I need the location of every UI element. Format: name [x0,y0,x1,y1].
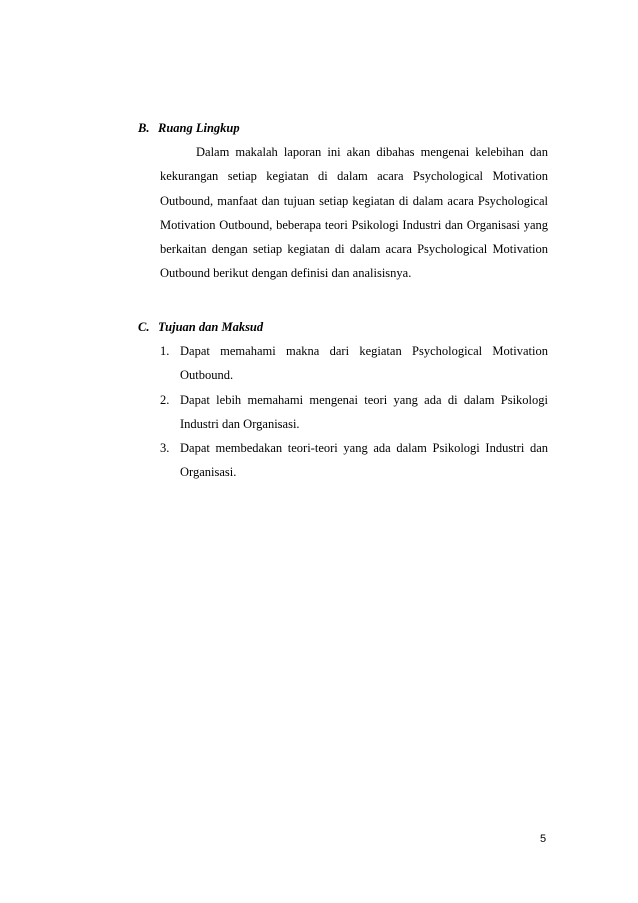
section-c-heading [138,320,263,335]
list-item-text: Dapat membedakan teori-teori yang ada dalam Psikologi Industri dan Organisasi. [180,441,548,480]
list-item [160,388,548,437]
section-b-letter: B. [138,121,150,135]
list-item-text: Dapat lebih memahami mengenai teori yang ada di dalam Psikologi Industri dan Organisasi. [180,392,548,431]
list-item [160,339,548,388]
list-item [160,436,548,485]
section-c-letter: C. [138,320,150,334]
list-item-text: Dapat memahami makna dari kegiatan Psychological Motivation Outbound. [180,344,548,383]
section-b-heading [138,121,240,136]
section-b-paragraph [160,140,548,286]
section-c-title: Tujuan dan Maksud [158,320,264,334]
list-item-number: 1. [160,344,170,358]
list-item-number: 3. [160,441,170,456]
list-item-number: 2. [160,392,170,407]
section-c-list [160,339,548,485]
page-number: 5 [540,833,547,845]
section-b-paragraph-text: Dalam makalah laporan ini akan dibahas mengenai kelebihan dan kekurangan setiap kegiatan di dalam acara Psychological Motivation Outbound, manfaat dan tujuan setiap kegiatan di dalam acara Psychological Motivation Outbound, beberapa teori Psikologi Industri dan Organisasi yang berkaitan dengan setiap kegiatan di dalam acara Psychological Motivation Outbound berikut dengan definisi dan analisisnya. [160,145,548,281]
section-b-title: Ruang Lingkup [158,121,240,135]
